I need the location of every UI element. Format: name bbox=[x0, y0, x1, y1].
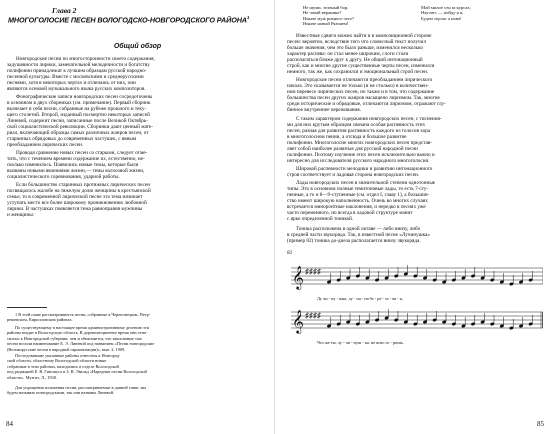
paragraph bbox=[287, 226, 547, 244]
lyrics-line: Что же ты, лу - чи - нуш - ка, не ясно го - рншь, bbox=[317, 340, 404, 345]
text-line: ном перевесе лирических песен, но также и в том, что содержание bbox=[287, 89, 435, 96]
text-line: среди исторические и обрядовые, отличаются лиризмом, отражают глу- bbox=[287, 101, 446, 108]
text-line: сколько изменилось. Появились новые темы, которые были bbox=[7, 162, 139, 169]
text-line: располагаться ближе друг к другу. Не общий интонационный bbox=[287, 57, 423, 64]
footnote bbox=[7, 353, 269, 380]
music-staff bbox=[291, 304, 543, 338]
music-staff-svg bbox=[291, 304, 543, 338]
text-line: интересно для исследователя русского народного многоголосия. bbox=[287, 158, 430, 165]
footnote-line: сились к Новгородской губернии, чем и объясняется, что записанные там bbox=[7, 335, 142, 341]
poem-line: Не чачай веранине! bbox=[303, 10, 342, 16]
paragraph bbox=[7, 94, 269, 148]
footnote-line: ской области, областному Вологодской области новые bbox=[7, 358, 107, 364]
text-line: немного, так же, как сохранился и эмоциональный строй песен. bbox=[287, 69, 429, 76]
footnote bbox=[7, 312, 269, 323]
text-line: Лады новгородских песен в значительной степени однотонные bbox=[296, 180, 436, 186]
text-line: песен, разная для развития распевность каждого из голосов хора bbox=[287, 128, 431, 135]
text-line: Широкой распевности мелодики и развитию интонационного bbox=[296, 166, 433, 172]
text-line: С таким характером содержания новгородских песен, с тиснения- bbox=[296, 116, 442, 122]
chapter-title bbox=[8, 15, 270, 24]
text-line: вызваны новыми явлениями жизни,— темы колхозной жизни, bbox=[7, 168, 145, 175]
text-line: семье, то в современной лирической песне эта тема начинает bbox=[7, 194, 143, 201]
text-line: (пример 82) тоника до-диеза располагается внизу звукоряда. bbox=[287, 238, 421, 245]
paragraph bbox=[7, 182, 269, 218]
text-line: характер распева: он стал менее широким, слоги стали bbox=[287, 51, 409, 58]
text-line: бинное внутреннее переживания. bbox=[287, 107, 361, 114]
poem-line: Нынче муж ровного чего? bbox=[303, 15, 355, 21]
text-line: большинства песен других жанров насыщено лиризмом. Так, многие bbox=[287, 95, 440, 102]
paragraph bbox=[287, 166, 547, 178]
page-number: 84 bbox=[6, 420, 13, 428]
treble-clef-icon: 𝄞 bbox=[292, 267, 304, 289]
treble-clef-icon: 𝄞 bbox=[292, 311, 304, 333]
text-line: ство имеют широкую наполненность. Очень во многих случаях bbox=[287, 198, 428, 205]
text-line: строй, как и многие другие существенные черты песен, изменился bbox=[287, 63, 435, 70]
text-line: в основном в двух сборниках (см. примечание). Первый сборник bbox=[7, 100, 151, 107]
text-line: песенной культуры. Вместе с московскими и среднерусскими bbox=[7, 74, 144, 81]
text-line: полифонии. Поэтому изучение этих песен исключительно важно и bbox=[287, 152, 435, 159]
footnote-line: Для упрощения изложения песни, рассматриваемые в данной главе, мы bbox=[15, 385, 147, 390]
text-line: строя соответствует и ладовая сторона новгородских песен. bbox=[287, 172, 420, 179]
poem-line: Будем торлас а нова! bbox=[421, 15, 462, 21]
lyrics-line: Лу чи - ну - шка, лу - чи - на бе - рё - зо - ва - я, bbox=[317, 296, 403, 301]
footnote-line: Последовавшие указанные районы отнесены к Новгород- bbox=[15, 353, 121, 358]
poem-line: Не шуми, зеленый бор, bbox=[303, 5, 349, 10]
right-page bbox=[275, 0, 550, 434]
text-line: Линевой, содержит песни, записанные после Великой Октябрь- bbox=[7, 118, 148, 125]
text-line: Новгородские песни по многосторонности своего содержания, bbox=[16, 56, 155, 62]
text-line: песнями, хотя в некоторых чертах и отличаясь от них, они bbox=[7, 80, 136, 87]
footnote-line: под редакцией Е. В. Гиппиуса и З. В. Эвальд «Народные песни Вологодской bbox=[7, 369, 147, 375]
text-line: Тоника расположена в одной октаве — либо внизу, либо bbox=[296, 226, 421, 232]
poem-stanza bbox=[421, 5, 471, 21]
footnote-line: будем называть новгородскими, так они названы Линевой. bbox=[7, 390, 115, 396]
text-line: Новгородские песни отличаются преобладанием лирического bbox=[296, 77, 433, 83]
example-number: 82 bbox=[287, 250, 293, 256]
text-line: начала. Это сказывается не только (и не столько) в количествен- bbox=[287, 83, 429, 90]
text-line: Проводя сравнение новых песен со старыми, следует отме- bbox=[16, 150, 148, 156]
poem-line: Мой милое сен ш курсах, bbox=[421, 5, 471, 10]
text-line: пенные, а то и 8—9-ступенные (см. отдел I, главу 1), а большин- bbox=[287, 192, 430, 199]
text-line: являются основой музыкального языка русских композиторов. bbox=[7, 86, 146, 93]
chapter-title-footnote-mark: 1 bbox=[246, 15, 250, 20]
paragraph bbox=[7, 150, 269, 180]
text-line: включает в себя песни, собранные на рубеже прошлого и теку- bbox=[7, 106, 147, 113]
text-line: с ярко определенной тоникой. bbox=[287, 216, 354, 223]
text-line: Известные сдвиги можно найти и в композиционной стороне bbox=[296, 33, 432, 39]
paragraph bbox=[287, 33, 547, 75]
text-line: щего столетий. Второй, изданный посмертно некоторых записей bbox=[7, 112, 150, 119]
text-line: ми для них крутым образцом связана особая распевность этих bbox=[287, 122, 426, 129]
paragraph bbox=[7, 56, 269, 92]
text-line: ской социалистической революции. Сборники дают ценный мате- bbox=[7, 124, 153, 131]
footnote-rule bbox=[7, 307, 47, 308]
poem-line: Научатс — пойду я я, bbox=[421, 10, 464, 16]
text-line: уступать место все более широкому проникновению любовной bbox=[7, 200, 147, 207]
text-line: в многоголосном пении, а отсюда и большое развитие bbox=[287, 134, 407, 141]
text-line: встречается миноронтные наклонения, и нередко в песнях уже bbox=[287, 204, 426, 211]
text-line: песен: вероятно, вследствие того что словесный текст получил bbox=[287, 39, 427, 46]
text-line: больше значения, чем это было раньше, изменился несколько bbox=[287, 45, 423, 52]
text-line: посвящалось жалобе на тяжелую долю женщины в крестьянской bbox=[7, 188, 151, 195]
text-line: Фонографические записи новгородских песен сосредоточены bbox=[16, 94, 153, 100]
text-line: полифонии принадлежат к лучшим образцам русской народно- bbox=[7, 68, 147, 75]
section-title: Общий обзор bbox=[113, 43, 162, 50]
music-staff bbox=[291, 260, 543, 294]
text-line: часто переменного, но всегда в ладовой структуре манит bbox=[287, 210, 413, 217]
text-line: Если большинство старинных протяжных лирических песен bbox=[16, 182, 151, 188]
text-line: типы. Это в основном полные гемитоновые лады, то есть 7-сту- bbox=[287, 186, 429, 193]
chapter-title-text: МНОГОГОЛОСИЕ ПЕСЕН ВОЛОГОДСКО-НОВГОРОДСКОГО РАЙОНА bbox=[8, 15, 247, 25]
music-staff-svg bbox=[291, 260, 543, 294]
text-line: в средней части звукоряда. Так, в известной песне «Лучинушка» bbox=[287, 232, 430, 239]
paragraph bbox=[287, 77, 547, 113]
text-line: старинных обрядовых до современных частушек, с явным bbox=[7, 136, 137, 143]
footnote bbox=[7, 325, 269, 352]
footnote-line: районы входят в Вологодскую область. В дореволюционное время они отно- bbox=[7, 330, 148, 336]
text-line: риал, включающий образцы самых различных жанров песен, от bbox=[7, 130, 149, 137]
footnote-line: 1 В этой главе рассматриваются песни, собранные в Череповецком, Петр- bbox=[15, 312, 151, 317]
paragraph bbox=[287, 116, 547, 164]
paragraph bbox=[287, 180, 547, 222]
footnote-line: области». Музгиз, Л., 1938. bbox=[7, 374, 57, 380]
text-line: преобладанием лирических песен. bbox=[7, 142, 84, 149]
page-number: 85 bbox=[537, 420, 544, 428]
footnote-line: (Великорусские песни в народной гармонизации)», вып. 2, 1909. bbox=[7, 346, 126, 352]
footnote-line: песни носили наименование Е. Э. Линевой под названием «Песни новгородские bbox=[7, 341, 155, 347]
key-signature-icon: ♯♯♯♯ bbox=[305, 267, 321, 276]
footnote bbox=[7, 385, 269, 396]
text-line: лирики. В частушках появляется тема равноправия мужчины bbox=[7, 206, 143, 213]
text-line: тить, что с течением времени содержание их, естественно, не- bbox=[7, 156, 145, 163]
poem-line: Нынче новый Рязонем! bbox=[303, 21, 349, 27]
text-line: полифонии. Многоголосие многих новгородских песен представ- bbox=[287, 140, 432, 147]
footnote-line: собранные в этих районах, находились в отделе Вологодской bbox=[7, 363, 119, 369]
text-line: ляет собой наиболее развитые для русской народной песни bbox=[287, 146, 418, 153]
text-line: задушевности лирики, замечательной мелодичности и богатству bbox=[7, 62, 150, 69]
footnote-line: По существующему в настоящее время административному делению эти bbox=[15, 325, 150, 330]
poem-stanza bbox=[303, 5, 354, 27]
chapter-label: Глава 2 bbox=[52, 6, 77, 15]
key-signature-icon: ♯♯♯♯ bbox=[305, 311, 321, 320]
text-line: социалистического соревнования, ударной работы. bbox=[7, 174, 120, 181]
text-line: и женщины: bbox=[7, 212, 35, 219]
footnote-line: решевском, Кирилловском районах. bbox=[7, 317, 73, 323]
